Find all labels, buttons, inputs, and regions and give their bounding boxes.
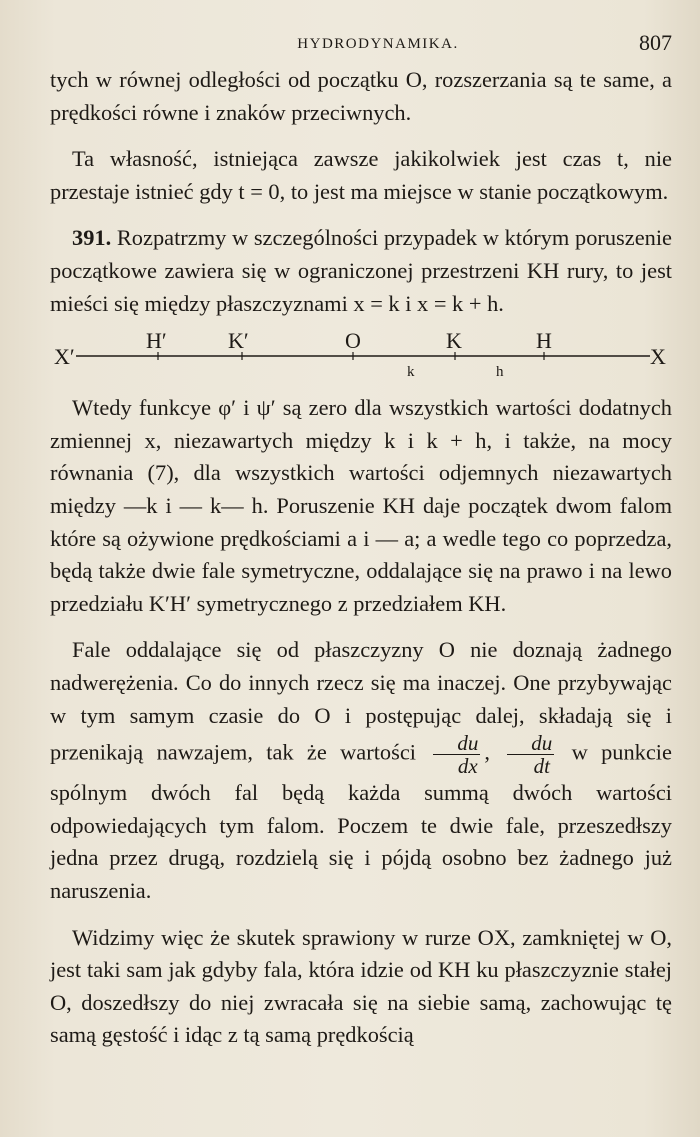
- paragraph-6: Widzimy więc że skutek sprawiony w rurze OX, zamkniętej w O, jest taki sam jak gdyby fala, która idzie od KH ku płaszczyznie stałej O, doszedłszy do niej zwracała się na siebie samą, zachowując tę samą gęstość i idąc z tą samą prędkością: [50, 924, 672, 1048]
- page-body: [50, 64, 672, 1052]
- label-o: O: [345, 328, 361, 354]
- fraction-du-dx-denominator: dx: [457, 754, 478, 779]
- paragraph-5-text-b: w punkcie spólnym dwóch fal będą każda summą dwóch wartości odpowiedających tym falom. Poczem te dwie fale, przeszedłszy jedna przez drugą, rozdzielą się i pójdą osobno bez żadnego już naruszenia.: [50, 739, 672, 903]
- axis-diagram: [50, 324, 672, 382]
- fraction-du-dt-numerator: du: [507, 732, 554, 755]
- paragraph-3-text: Rozpatrzmy w szczególności przypadek w którym poruszenie początkowe zawiera się w ograniczonej przestrzeni KH rury, to jest mieści się między płaszczyznami x = k i x = k + h.: [50, 225, 672, 316]
- label-k-small: k: [407, 364, 415, 381]
- section-number: 391.: [72, 225, 112, 251]
- fraction-du-dx: [433, 732, 480, 777]
- paragraph-4: Wtedy funkcye φ′ i ψ′ są zero dla wszystkich wartości dodatnych zmiennej x, niezawartych między k i k + h, i także, na mocy równania (7), dla wszystkich wartości odjemnych niezawartych między —k i — k— h. Poruszenie KH daje początek dwom falom które są ożywione prędkościami a i — a; a wedle tego co poprzedza, będą także dwie fale symetryczne, oddalające się na prawo i na lewo przedziału K′H′ symetrycznego z przedziałem KH.: [50, 395, 672, 616]
- page-number: 807: [639, 30, 672, 55]
- label-h-small: h: [496, 364, 504, 381]
- label-x-left: X′: [54, 344, 75, 370]
- fraction-comma: ,: [484, 739, 490, 765]
- running-head: HYDRODYNAMIKA.: [297, 36, 459, 52]
- label-x-right: X: [650, 344, 666, 370]
- paragraph-5: [50, 634, 672, 907]
- fraction-du-dt: [507, 732, 554, 777]
- page-header: [44, 30, 672, 60]
- paragraph-5-text-a: Fale oddalające się od płaszczyzny O nie doznają żadnego nadwerężenia. Co do innych rzecz się ma inaczej. One przybywając w tym samym czasie do O i postępując dalej, składają się i przenikają nawzajem, tak że wartości: [50, 637, 672, 765]
- label-k-prime: K′: [228, 328, 249, 354]
- fraction-du-dt-denominator: dt: [533, 754, 550, 779]
- paragraph-3: [50, 222, 672, 320]
- label-k: K: [446, 328, 462, 354]
- fraction-du-dx-numerator: du: [433, 732, 480, 755]
- label-h: H: [536, 328, 552, 354]
- paragraph-2: Ta własność, istniejąca zawsze jakikolwiek jest czas t, nie przestaje istnieć gdy t = 0, to jest ma miejsce w stanie początkowym.: [50, 146, 672, 204]
- paragraph-1: tych w równej odległości od początku O, rozszerzania są te same, a prędkości równe i znaków przeciwnych.: [50, 67, 672, 125]
- axis-diagram-svg: [50, 324, 672, 382]
- label-h-prime: H′: [146, 328, 167, 354]
